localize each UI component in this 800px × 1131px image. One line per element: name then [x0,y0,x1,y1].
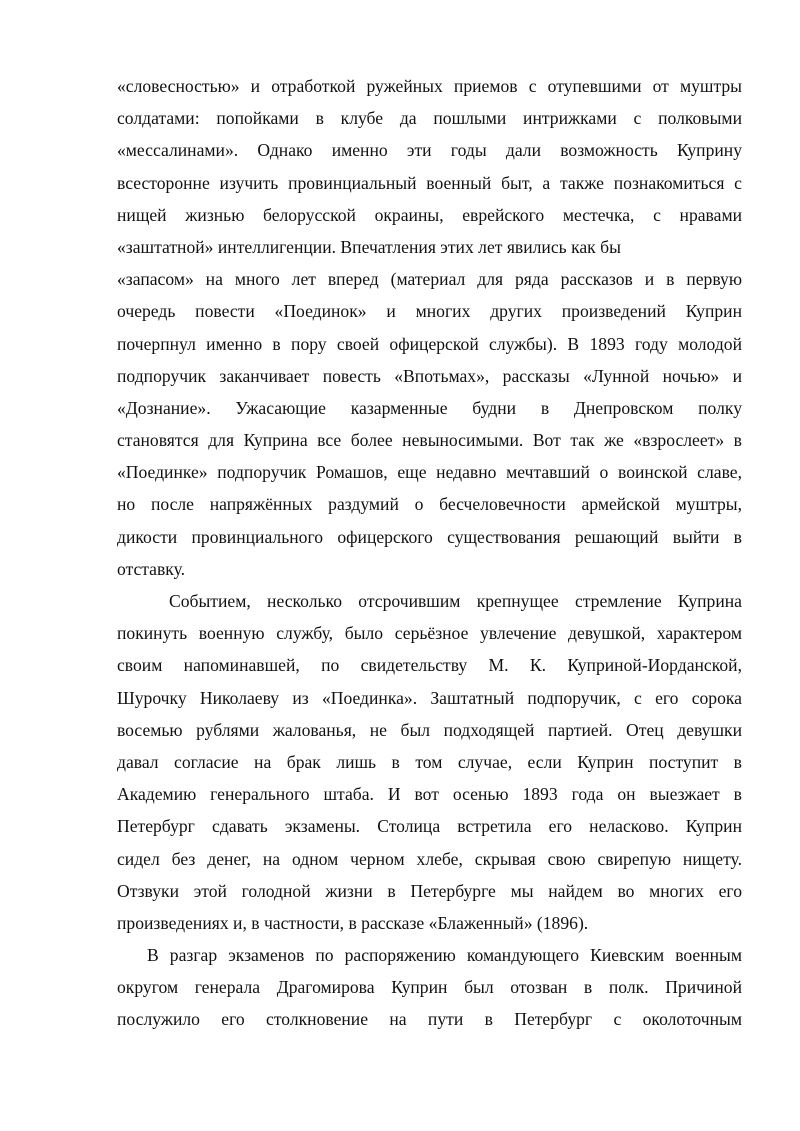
text-line: становятся для Куприна все более невыносимыми. Вот так же «взрослеет» в [117,430,742,451]
text-line: «заштатной» интеллигенции. Впечатления этих лет явились как бы [117,236,621,257]
text-line: нищей жизнью белорусской окраины, еврейского местечка, с нравами [117,204,742,225]
text-line: произведениях и, в частности, в рассказе «Блаженный» (1896). [117,912,589,933]
text-line: Академию генерального штаба. И вот осенью 1893 года он выезжает в [117,784,742,805]
text-line: давал согласие на брак лишь в том случае, если Куприн поступит в [117,751,742,772]
text-line: восемью рублями жалованья, не был подходящей партией. Отец девушки [117,719,742,740]
text-line: но после напряжённых раздумий о бесчеловечности армейской муштры, [117,494,742,515]
text-line: Шурочку Николаеву из «Поединка». Заштатный подпоручик, с его сорока [117,687,742,708]
document-body [117,70,742,1036]
text-line: подпоручик заканчивает повесть «Впотьмах», рассказы «Лунной ночью» и [117,365,742,386]
paragraph [117,70,742,263]
text-line: покинуть военную службу, было серьёзное увлечение девушкой, характером [117,623,742,644]
text-line: послужило его столкновение на пути в Петербург с околоточным [117,1009,742,1030]
paragraph [117,263,742,585]
paragraph [117,939,742,1036]
text-line: отставку. [117,558,186,579]
text-line: очередь повести «Поединок» и многих других произведений Куприн [117,301,742,322]
text-line: округом генерала Драгомирова Куприн был отозван в полк. Причиной [117,977,742,998]
text-line: «Дознание». Ужасающие казарменные будни в Днепровском полку [117,397,742,418]
text-line: В разгар экзаменов по распоряжению командующего Киевским военным [147,945,742,966]
text-line: Петербург сдавать экзамены. Столица встретила его неласково. Куприн [117,816,742,837]
text-line: всесторонне изучить провинциальный военный быт, а также познакомиться с [117,172,742,193]
text-line: «словесностью» и отработкой ружейных приемов с отупевшими от муштры [117,76,742,96]
text-line: сидел без денег, на одном черном хлебе, скрывая свою свирепую нищету. [117,848,742,869]
text-line: «Поединке» подпоручик Ромашов, еще недавно мечтавший о воинской славе, [117,462,742,483]
text-line: Событием, несколько отсрочившим крепнущее стремление Куприна [169,591,742,611]
text-line: почерпнул именно в пору своей офицерской службы). В 1893 году молодой [117,333,742,354]
text-line: своим напоминавшей, по свидетельству М. К. Куприной-Иорданской, [117,655,742,676]
text-line: «запасом» на много лет вперед (материал для ряда рассказов и в первую [117,269,742,290]
text-line: Отзвуки этой голодной жизни в Петербурге мы найдем во многих его [117,880,742,901]
text-line: солдатами: попойками в клубе да пошлыми интрижками с полковыми [117,108,742,129]
text-line: «мессалинами». Однако именно эти годы дали возможность Куприну [117,140,742,161]
text-line: дикости провинциального офицерского существования решающий выйти в [117,526,742,547]
paragraph [117,585,742,939]
